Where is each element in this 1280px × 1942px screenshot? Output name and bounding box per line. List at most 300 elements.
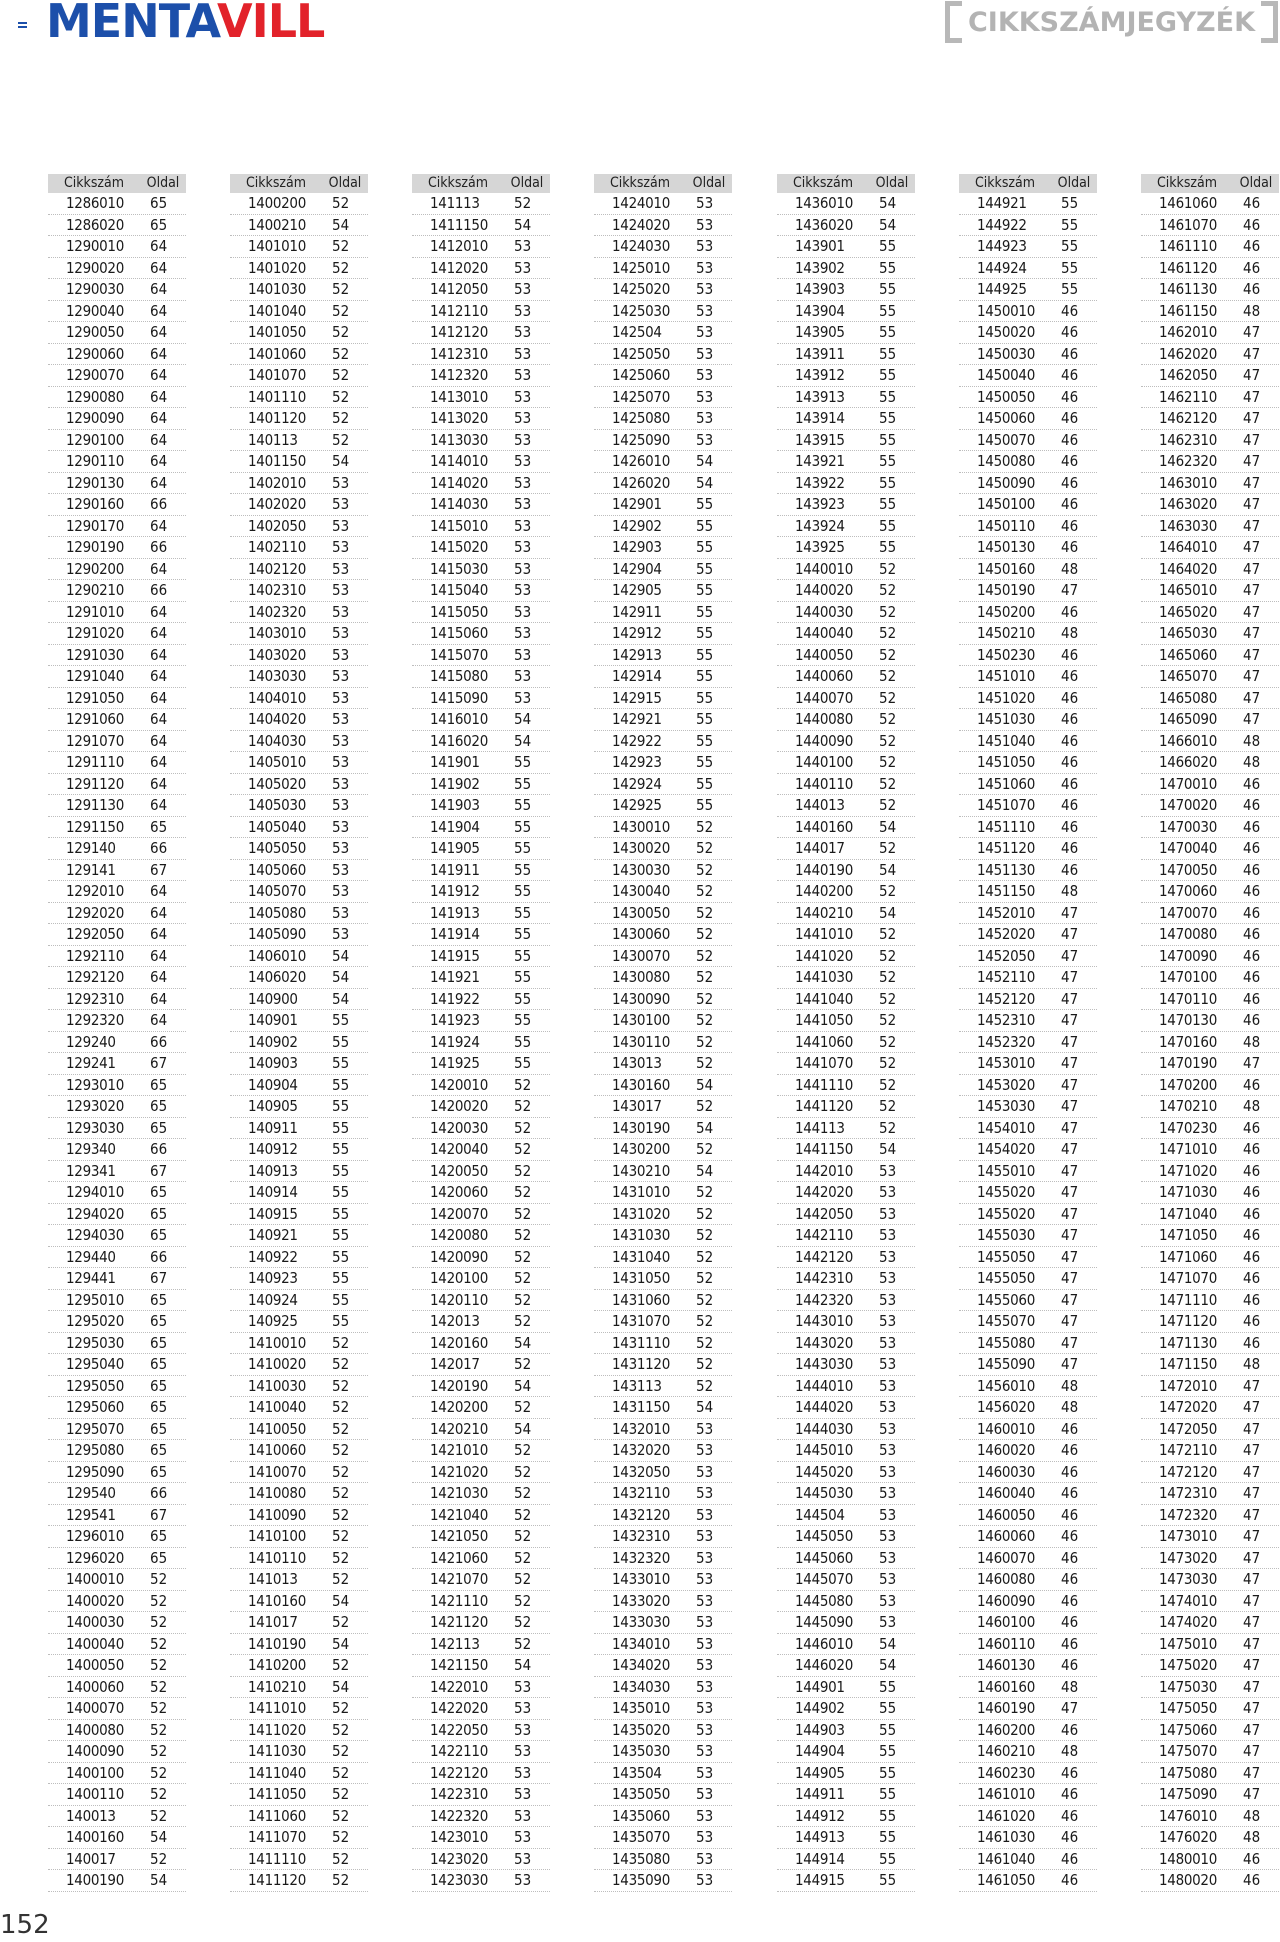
item-page: 52 [514, 1613, 532, 1631]
item-code: 1411070 [248, 1828, 306, 1846]
item-page: 52 [696, 860, 714, 879]
header-code: Cikkszám [792, 175, 854, 191]
table-row [1141, 989, 1279, 1011]
item-page: 47 [1243, 366, 1261, 384]
item-page: 64 [150, 387, 168, 406]
item-page: 46 [1061, 1527, 1079, 1545]
table-row [1141, 1784, 1279, 1806]
item-code: 141912 [430, 882, 480, 900]
table-row [959, 451, 1097, 473]
item-code: 1413010 [430, 387, 488, 406]
item-code: 1465030 [1159, 624, 1217, 642]
item-page: 55 [879, 1742, 897, 1760]
item-code: 1461020 [977, 1806, 1035, 1825]
item-page: 52 [332, 1570, 350, 1588]
table-row [412, 1333, 550, 1355]
item-page: 52 [514, 1591, 532, 1610]
item-code: 1295040 [66, 1355, 124, 1373]
item-page: 46 [1061, 731, 1079, 750]
item-page: 66 [150, 1484, 168, 1502]
table-row [594, 1526, 732, 1548]
item-code: 1401150 [248, 452, 306, 470]
item-code: 1440210 [795, 903, 853, 922]
item-page: 54 [332, 1634, 350, 1653]
item-page: 55 [879, 452, 897, 470]
item-code: 1460110 [977, 1634, 1035, 1653]
item-page: 55 [696, 581, 714, 599]
table-row [412, 580, 550, 602]
item-page: 54 [332, 452, 350, 470]
item-page: 64 [150, 968, 168, 986]
item-code: 1430100 [612, 1011, 670, 1029]
item-page: 53 [879, 1247, 897, 1266]
table-row [777, 967, 915, 989]
item-code: 141925 [430, 1054, 480, 1072]
table-row [959, 1182, 1097, 1204]
table-row [48, 1333, 186, 1355]
item-page: 55 [879, 409, 897, 427]
item-page: 53 [332, 860, 350, 879]
item-code: 1462310 [1159, 430, 1217, 449]
item-page: 47 [1243, 495, 1261, 513]
item-code: 1470020 [1159, 796, 1217, 814]
table-row [48, 1548, 186, 1570]
table-row [777, 1182, 915, 1204]
item-page: 53 [696, 323, 714, 341]
table-row [412, 1053, 550, 1075]
item-page: 52 [514, 1290, 532, 1309]
item-code: 1292320 [66, 1011, 124, 1029]
item-code: 1422110 [430, 1742, 488, 1760]
item-page: 48 [1243, 1355, 1261, 1373]
table-row [412, 1010, 550, 1032]
table-row [230, 1548, 368, 1570]
item-code: 143013 [612, 1054, 662, 1072]
item-code: 1430030 [612, 860, 670, 879]
item-page: 54 [514, 1419, 532, 1438]
item-code: 1422050 [430, 1720, 488, 1739]
item-code: 1420040 [430, 1140, 488, 1158]
table-row [412, 1591, 550, 1613]
header-page: Oldal [1057, 175, 1091, 191]
table-row [1141, 731, 1279, 753]
item-code: 1411110 [248, 1849, 306, 1868]
item-code: 141924 [430, 1032, 480, 1051]
item-code: 1466010 [1159, 731, 1217, 750]
item-page: 46 [1243, 882, 1261, 900]
table-row [594, 1677, 732, 1699]
table-row [959, 1053, 1097, 1075]
item-code: 129541 [66, 1505, 116, 1524]
item-page: 53 [514, 559, 532, 578]
item-code: 1400100 [66, 1763, 124, 1782]
item-code: 1411040 [248, 1763, 306, 1782]
item-code: 1293030 [66, 1118, 124, 1137]
item-code: 1471060 [1159, 1247, 1217, 1266]
item-page: 55 [1061, 215, 1079, 234]
item-page: 52 [879, 731, 897, 750]
table-row [1141, 1182, 1279, 1204]
item-page: 53 [514, 1806, 532, 1825]
item-code: 1400110 [66, 1785, 124, 1803]
item-page: 52 [514, 1161, 532, 1180]
table-row [1141, 924, 1279, 946]
table-row [777, 817, 915, 839]
item-page: 53 [514, 452, 532, 470]
table-row [412, 731, 550, 753]
item-code: 142911 [612, 602, 662, 621]
table-row [594, 365, 732, 387]
table-row [777, 1698, 915, 1720]
item-code: 1291020 [66, 624, 124, 642]
table-row [230, 817, 368, 839]
table-row [594, 1612, 732, 1634]
item-code: 1286010 [66, 194, 124, 212]
item-page: 53 [332, 774, 350, 793]
item-code: 1433020 [612, 1591, 670, 1610]
table-row [959, 1268, 1097, 1290]
item-page: 64 [150, 559, 168, 578]
item-page: 53 [879, 1398, 897, 1416]
table-row [959, 1161, 1097, 1183]
item-code: 1460030 [977, 1462, 1035, 1481]
item-page: 53 [879, 1591, 897, 1610]
item-code: 140911 [248, 1118, 298, 1137]
item-page: 53 [332, 559, 350, 578]
table-row [48, 1032, 186, 1054]
item-page: 46 [1243, 258, 1261, 277]
table-row [959, 1462, 1097, 1484]
item-page: 46 [1243, 1312, 1261, 1330]
table-row [594, 688, 732, 710]
item-code: 1435050 [612, 1785, 670, 1803]
item-page: 54 [150, 1871, 168, 1889]
table-row [48, 365, 186, 387]
item-page: 52 [879, 1118, 897, 1137]
table-row [1141, 1075, 1279, 1097]
table-row [412, 1634, 550, 1656]
item-page: 46 [1243, 1183, 1261, 1201]
item-page: 52 [150, 1763, 168, 1782]
item-code: 1435020 [612, 1720, 670, 1739]
item-code: 1455020 [977, 1204, 1035, 1223]
item-page: 52 [879, 624, 897, 642]
item-page: 55 [879, 1763, 897, 1782]
table-row [48, 215, 186, 237]
item-code: 1430050 [612, 903, 670, 922]
item-page: 53 [879, 1462, 897, 1481]
item-page: 47 [1061, 1161, 1079, 1180]
header-page: Oldal [692, 175, 726, 191]
table-row [1141, 344, 1279, 366]
item-code: 140914 [248, 1183, 298, 1201]
item-page: 53 [332, 753, 350, 771]
item-code: 1430040 [612, 882, 670, 900]
item-page: 54 [879, 1656, 897, 1674]
item-page: 53 [332, 581, 350, 599]
item-code: 1441040 [795, 989, 853, 1008]
item-page: 53 [696, 1720, 714, 1739]
item-code: 1425050 [612, 344, 670, 363]
table-row [594, 1268, 732, 1290]
item-code: 1420190 [430, 1376, 488, 1395]
item-code: 1436020 [795, 215, 853, 234]
item-page: 47 [1243, 516, 1261, 535]
item-code: 1425080 [612, 409, 670, 427]
item-code: 1451150 [977, 882, 1035, 900]
item-page: 52 [514, 1355, 532, 1373]
item-page: 52 [696, 1140, 714, 1158]
item-code: 140902 [248, 1032, 298, 1051]
item-page: 47 [1061, 1204, 1079, 1223]
item-code: 143924 [795, 516, 845, 535]
table-row [48, 1118, 186, 1140]
item-code: 140903 [248, 1054, 298, 1072]
item-page: 52 [514, 194, 532, 212]
table-row [959, 1806, 1097, 1828]
table-row [1141, 1118, 1279, 1140]
item-page: 53 [332, 602, 350, 621]
table-row [48, 580, 186, 602]
table-row [959, 623, 1097, 645]
item-page: 53 [879, 1484, 897, 1502]
item-code: 1442110 [795, 1226, 853, 1244]
table-row [777, 731, 915, 753]
table-row [594, 1311, 732, 1333]
item-code: 1401110 [248, 387, 306, 406]
table-row [959, 1376, 1097, 1398]
table-row [412, 1720, 550, 1742]
item-page: 55 [696, 753, 714, 771]
table-row [48, 1075, 186, 1097]
item-page: 46 [1243, 1247, 1261, 1266]
table-row [412, 709, 550, 731]
table-row [412, 838, 550, 860]
item-code: 1410190 [248, 1634, 306, 1653]
item-code: 1455010 [977, 1161, 1035, 1180]
table-row [48, 817, 186, 839]
table-row [412, 1548, 550, 1570]
table-row [959, 1225, 1097, 1247]
table-row [48, 1655, 186, 1677]
table-row [777, 752, 915, 774]
item-page: 53 [696, 215, 714, 234]
item-page: 52 [332, 1699, 350, 1717]
item-page: 52 [332, 430, 350, 449]
item-page: 46 [1061, 1871, 1079, 1889]
item-page: 52 [514, 1484, 532, 1502]
item-code: 1400030 [66, 1613, 124, 1631]
item-page: 54 [879, 817, 897, 836]
table-row [594, 752, 732, 774]
item-page: 52 [332, 1806, 350, 1825]
table-row [959, 365, 1097, 387]
item-code: 1411030 [248, 1742, 306, 1760]
table-row [230, 215, 368, 237]
item-code: 144903 [795, 1720, 845, 1739]
item-code: 1421030 [430, 1484, 488, 1502]
item-page: 52 [879, 925, 897, 943]
item-code: 142113 [430, 1634, 480, 1653]
item-page: 47 [1061, 1699, 1079, 1717]
item-page: 46 [1061, 1656, 1079, 1674]
item-code: 1420110 [430, 1290, 488, 1309]
item-code: 1431040 [612, 1247, 670, 1266]
item-code: 1470110 [1159, 989, 1217, 1008]
table-row [777, 924, 915, 946]
item-code: 143923 [795, 495, 845, 513]
table-row [48, 838, 186, 860]
table-row [230, 1354, 368, 1376]
item-page: 53 [514, 280, 532, 298]
table-row [777, 1655, 915, 1677]
item-page: 55 [332, 1054, 350, 1072]
table-row [594, 709, 732, 731]
item-code: 1411020 [248, 1720, 306, 1739]
item-page: 46 [1061, 1785, 1079, 1803]
item-code: 144017 [795, 839, 845, 857]
item-code: 1296020 [66, 1548, 124, 1567]
item-page: 55 [696, 516, 714, 535]
table-row [412, 752, 550, 774]
item-page: 47 [1061, 1011, 1079, 1029]
item-page: 52 [879, 839, 897, 857]
item-code: 1420090 [430, 1247, 488, 1266]
item-page: 53 [514, 1763, 532, 1782]
table-row [777, 1247, 915, 1269]
item-page: 52 [150, 1656, 168, 1674]
item-code: 1424010 [612, 194, 670, 212]
table-row [777, 1118, 915, 1140]
table-row [777, 1010, 915, 1032]
table-row [594, 1376, 732, 1398]
item-page: 65 [150, 1355, 168, 1373]
item-page: 52 [332, 1613, 350, 1631]
table-row [412, 1311, 550, 1333]
item-code: 1403030 [248, 667, 306, 685]
item-page: 47 [1243, 1634, 1261, 1653]
table-row [48, 1634, 186, 1656]
table-row [1141, 1698, 1279, 1720]
table-row [48, 774, 186, 796]
table-row [959, 838, 1097, 860]
table-row [48, 1763, 186, 1785]
item-code: 1400090 [66, 1742, 124, 1760]
table-row [48, 494, 186, 516]
item-code: 1412120 [430, 323, 488, 341]
item-code: 140915 [248, 1204, 298, 1223]
item-page: 48 [1243, 753, 1261, 771]
item-code: 1401020 [248, 258, 306, 277]
item-code: 1294020 [66, 1204, 124, 1223]
item-page: 46 [1243, 237, 1261, 255]
table-row [959, 752, 1097, 774]
table-row [777, 645, 915, 667]
table-row [48, 559, 186, 581]
header-page: Oldal [875, 175, 909, 191]
table-row [594, 1827, 732, 1849]
item-page: 47 [1243, 1677, 1261, 1696]
table-row [48, 1419, 186, 1441]
item-code: 1460190 [977, 1699, 1035, 1717]
table-row [777, 1720, 915, 1742]
item-page: 53 [879, 1226, 897, 1244]
table-row [594, 215, 732, 237]
item-code: 141911 [430, 860, 480, 879]
table-row [594, 279, 732, 301]
item-code: 141915 [430, 946, 480, 965]
item-code: 1462110 [1159, 387, 1217, 406]
item-code: 1441050 [795, 1011, 853, 1029]
table-row [1141, 1311, 1279, 1333]
item-code: 1463030 [1159, 516, 1217, 535]
item-page: 46 [1243, 817, 1261, 836]
table-row [1141, 387, 1279, 409]
item-page: 55 [696, 710, 714, 728]
table-row [959, 1096, 1097, 1118]
table-row [412, 301, 550, 323]
item-page: 55 [332, 1226, 350, 1244]
table-row [48, 279, 186, 301]
table-row [959, 408, 1097, 430]
item-code: 1435030 [612, 1742, 670, 1760]
table-row [48, 451, 186, 473]
logo-red-part: VILL [216, 0, 325, 48]
table-row [594, 516, 732, 538]
table-row [230, 1612, 368, 1634]
item-code: 1400080 [66, 1720, 124, 1739]
table-row [959, 1333, 1097, 1355]
table-row [412, 881, 550, 903]
item-code: 1291070 [66, 731, 124, 750]
table-row [230, 666, 368, 688]
item-page: 64 [150, 237, 168, 255]
item-code: 1432120 [612, 1505, 670, 1524]
item-code: 1435010 [612, 1699, 670, 1717]
item-code: 1441110 [795, 1075, 853, 1094]
item-page: 53 [514, 344, 532, 363]
item-code: 140921 [248, 1226, 298, 1244]
table-row [230, 860, 368, 882]
item-code: 1441010 [795, 925, 853, 943]
item-code: 1465090 [1159, 710, 1217, 728]
index-column [777, 174, 915, 1892]
table-row [959, 580, 1097, 602]
table-row [230, 1032, 368, 1054]
table-row [1141, 1376, 1279, 1398]
item-page: 46 [1243, 1269, 1261, 1287]
item-code: 1440050 [795, 645, 853, 664]
table-row [959, 817, 1097, 839]
item-code: 1292110 [66, 946, 124, 965]
item-code: 1480020 [1159, 1871, 1217, 1889]
item-code: 1440010 [795, 559, 853, 578]
table-row [412, 1096, 550, 1118]
item-code: 1290040 [66, 301, 124, 320]
item-code: 1442320 [795, 1290, 853, 1309]
item-page: 52 [514, 1312, 532, 1330]
item-page: 47 [1061, 946, 1079, 965]
item-page: 53 [514, 516, 532, 535]
table-row [777, 1311, 915, 1333]
item-page: 53 [696, 409, 714, 427]
item-code: 1450060 [977, 409, 1035, 427]
table-row [1141, 817, 1279, 839]
item-code: 144925 [977, 280, 1027, 298]
item-page: 52 [150, 1613, 168, 1631]
item-code: 1421070 [430, 1570, 488, 1588]
item-page: 46 [1061, 1462, 1079, 1481]
